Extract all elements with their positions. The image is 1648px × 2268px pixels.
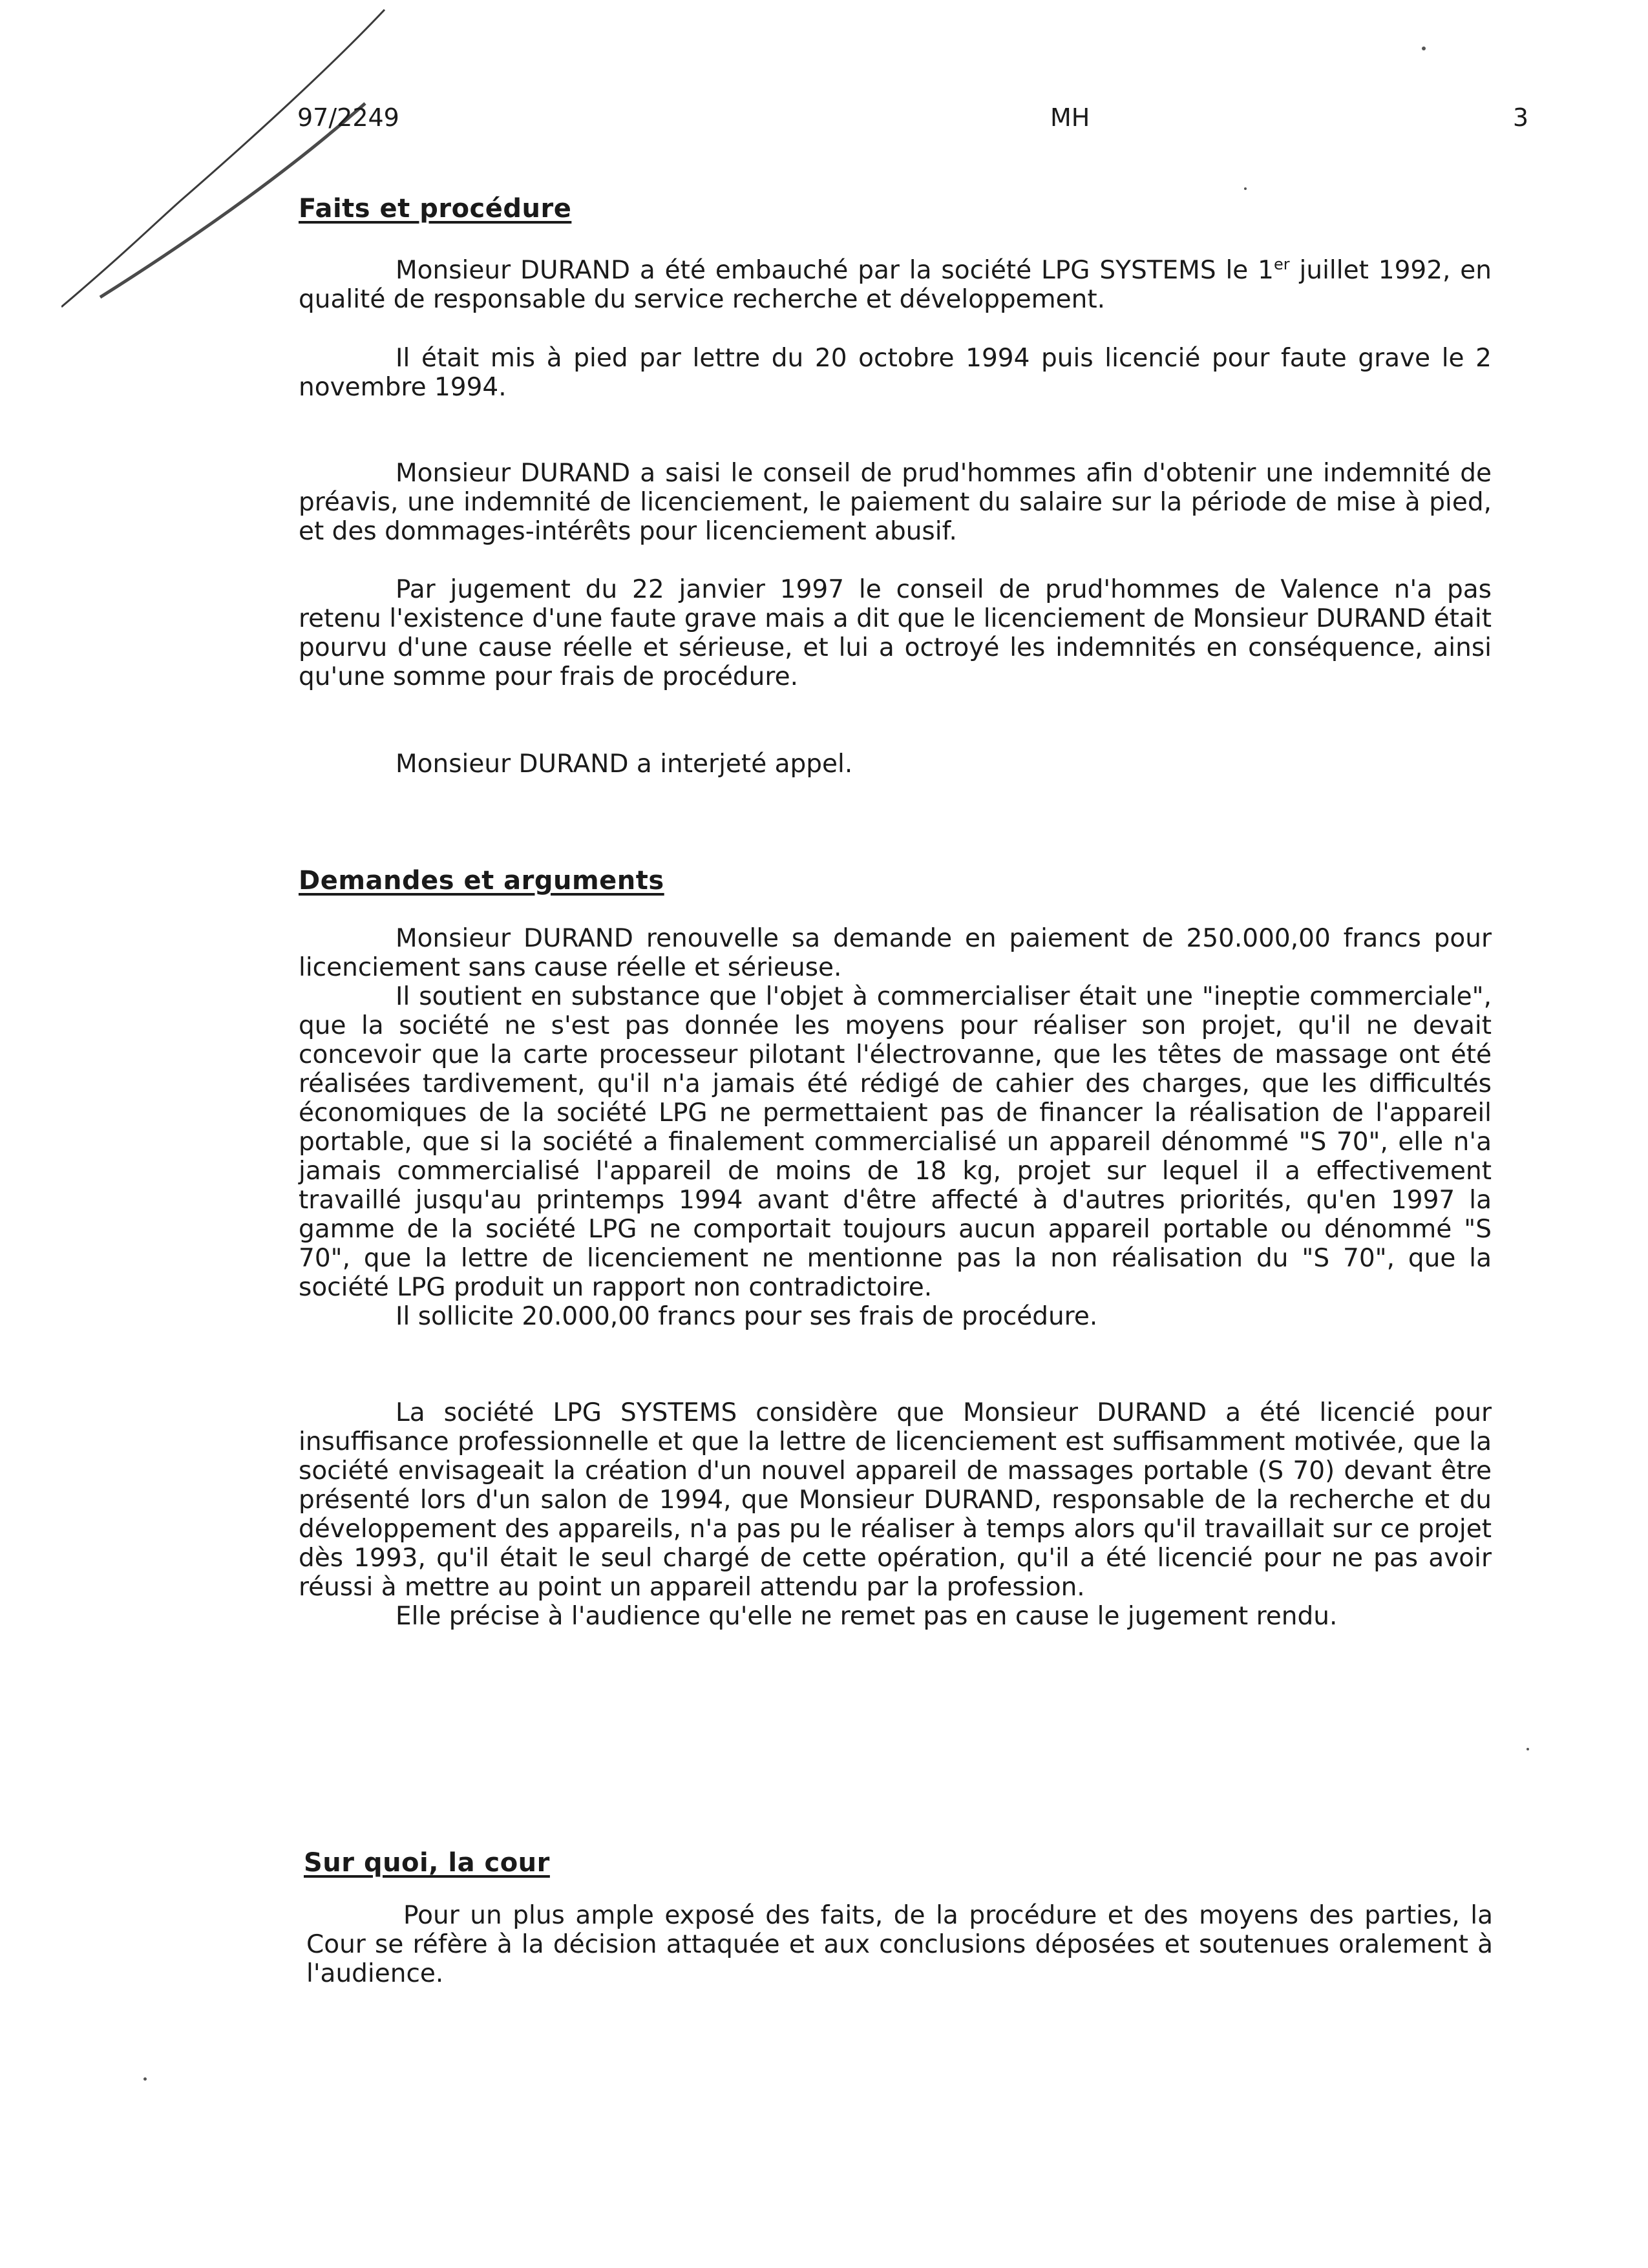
demandes-group-2 (299, 1398, 1492, 1631)
scan-speck (143, 2077, 147, 2081)
page-number: 3 (1512, 103, 1528, 132)
scan-speck (1527, 1748, 1529, 1750)
text-span: juillet 1992, en qualité de responsable du service recherche et développement. (299, 256, 1492, 314)
demandes-paragraph-5: Elle précise à l'audience qu'elle ne remet pas en cause le jugement rendu. (396, 1602, 1338, 1631)
section-heading-faits: Faits et procédure (299, 194, 572, 224)
demandes-paragraph-2: Il soutient en substance que l'objet à commercialiser était une "ineptie commerciale", que la société ne s'est pas donnée les moyens pour réaliser son projet, qu'il ne devait concevoir que la carte processeur pilotant l'électrovanne, que les têtes de massage ont été réalisées tardivement, qu'il n'a jamais été rédigé de cahier des charges, que les difficultés économiques de la société LPG ne permettaient pas de financer la réalisation de l'appareil portable, que si la société a finalement commercialisé un appareil dénommé "S 70", elle n'a jamais commercialisé l'appareil de moins de 18 kg, projet sur lequel il a effectivement travaillé jusqu'au printemps 1994 avant d'être affecté à d'autres priorités, qu'en 1997 la gamme de la société LPG ne comportait toujours aucun appareil portable ou dénommé "S 70", que la lettre de licenciement ne mentionne pas la non réalisation du "S 70", que la société LPG produit un rapport non contradictoire. (299, 982, 1492, 1302)
faits-paragraph-1 (299, 256, 1492, 314)
faits-paragraph-3: Monsieur DURAND a saisi le conseil de prud'hommes afin d'obtenir une indemnité de préavis, une indemnité de licenciement, le paiement du salaire sur la période de mise à pied, et des dommages-intérêts pour licenciement abusif. (299, 459, 1492, 546)
demandes-paragraph-3: Il sollicite 20.000,00 francs pour ses frais de procédure. (396, 1302, 1098, 1331)
case-reference: 97/2249 (297, 103, 399, 132)
demandes-group-1 (299, 924, 1492, 1331)
initials: MH (1050, 103, 1090, 132)
page-header (297, 103, 1528, 142)
section-heading-cour: Sur quoi, la cour (304, 1848, 550, 1878)
demandes-paragraph-4: La société LPG SYSTEMS considère que Monsieur DURAND a été licencié pour insuffisance professionnelle et que la lettre de licenciement est suffisamment motivée, que la société envisageait la création d'un nouvel appareil de massages portable (S 70) devant être présenté lors d'un salon de 1994, que Monsieur DURAND, responsable de la recherche et du développement des appareils, n'a pas pu le réaliser à temps alors qu'il travaillait sur ce projet dès 1993, qu'il était le seul chargé de cette opération, qu'il a été licencié pour ne pas avoir réussi à mettre au point un appareil attendu par la profession. (299, 1398, 1492, 1602)
section-heading-demandes: Demandes et arguments (299, 866, 664, 896)
demandes-paragraph-1: Monsieur DURAND renouvelle sa demande en paiement de 250.000,00 francs pour licenciement sans cause réelle et sérieuse. (299, 924, 1492, 982)
scan-speck (1244, 187, 1247, 190)
faits-paragraph-2: Il était mis à pied par lettre du 20 octobre 1994 puis licencié pour faute grave le 2 novembre 1994. (299, 344, 1492, 402)
cour-paragraph-1: Pour un plus ample exposé des faits, de la procédure et des moyens des parties, la Cour se réfère à la décision attaquée et aux conclusions déposées et soutenues oralement à l'audience. (306, 1901, 1493, 1988)
scan-speck (1422, 47, 1426, 50)
faits-paragraph-4: Par jugement du 22 janvier 1997 le conseil de prud'hommes de Valence n'a pas retenu l'existence d'une faute grave mais a dit que le licenciement de Monsieur DURAND était pourvu d'une cause réelle et sérieuse, et lui a octroyé les indemnités en conséquence, ainsi qu'une somme pour frais de procédure. (299, 575, 1492, 691)
text-span: Monsieur DURAND a été embauché par la société LPG SYSTEMS le 1 (396, 256, 1274, 285)
faits-paragraph-5: Monsieur DURAND a interjeté appel. (396, 750, 853, 779)
superscript: er (1274, 255, 1290, 273)
